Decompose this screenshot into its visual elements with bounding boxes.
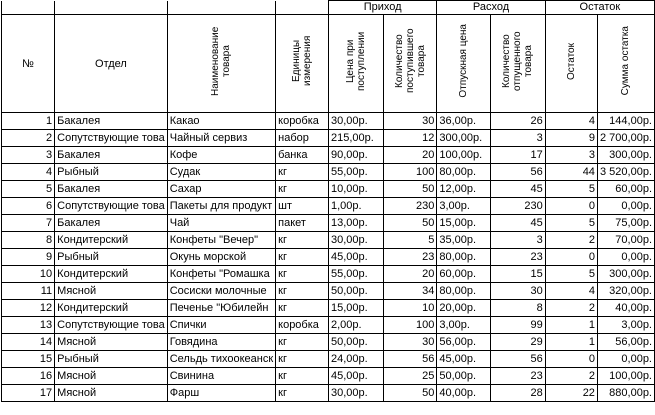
header-unit-text: Единицы измерения — [291, 35, 314, 87]
cell-qty-out[interactable]: 15 — [491, 266, 546, 283]
cell-price-in[interactable]: 24,00р. — [328, 351, 383, 368]
cell-dept[interactable]: Бакалея — [55, 181, 168, 198]
cell-name[interactable]: Конфеты "Ромашка — [167, 266, 275, 283]
cell-price-out[interactable]: 35,00р. — [437, 232, 491, 249]
cell-rest-sum[interactable]: 60,00р. — [597, 181, 654, 198]
cell-unit[interactable]: кг — [276, 368, 329, 385]
cell-unit[interactable]: кг — [276, 334, 329, 351]
cell-price-in[interactable]: 1,00р. — [328, 198, 383, 215]
cell-rest[interactable]: 2 — [545, 232, 597, 249]
cell-qty-out[interactable]: 99 — [491, 317, 546, 334]
cell-qty-out[interactable]: 23 — [491, 368, 546, 385]
header-dept[interactable]: Отдел — [55, 15, 168, 113]
group-expense-header[interactable]: Расход — [437, 1, 545, 15]
cell-price-in[interactable]: 45,00р. — [328, 249, 383, 266]
table-row — [2, 130, 655, 147]
cell-name[interactable]: Кофе — [167, 147, 275, 164]
cell-qty-out[interactable]: 17 — [491, 147, 546, 164]
empty-cell[interactable] — [55, 1, 168, 15]
cell-unit[interactable]: набор — [276, 130, 329, 147]
cell-qty-in[interactable]: 230 — [383, 198, 437, 215]
cell-qty-out[interactable]: 28 — [491, 385, 546, 402]
cell-num[interactable]: 1 — [2, 113, 55, 130]
cell-price-out[interactable]: 3,00р. — [437, 198, 491, 215]
header-qty-out[interactable] — [491, 15, 546, 113]
cell-price-out[interactable]: 36,00р. — [437, 113, 491, 130]
header-price-in-text: Цена при поступлении — [344, 31, 367, 91]
table-row — [2, 283, 655, 300]
cell-dept[interactable]: Рыбный — [55, 249, 168, 266]
cell-dept[interactable]: Сопутствующие това — [55, 317, 168, 334]
cell-unit[interactable]: кг — [276, 181, 329, 198]
cell-rest[interactable]: 5 — [545, 266, 597, 283]
cell-price-out[interactable]: 80,00р. — [437, 249, 491, 266]
cell-price-in[interactable]: 90,00р. — [328, 147, 383, 164]
cell-qty-in[interactable]: 30 — [383, 334, 437, 351]
cell-price-out[interactable]: 56,00р. — [437, 334, 491, 351]
cell-rest[interactable]: 5 — [545, 181, 597, 198]
cell-dept[interactable]: Бакалея — [55, 215, 168, 232]
cell-num[interactable]: 16 — [2, 368, 55, 385]
cell-qty-in[interactable]: 10 — [383, 300, 437, 317]
cell-unit[interactable]: кг — [276, 164, 329, 181]
cell-price-out[interactable]: 3,00р. — [437, 317, 491, 334]
cell-dept[interactable]: Сопутствующие това — [55, 198, 168, 215]
cell-rest-sum[interactable]: 100,00р. — [597, 368, 654, 385]
cell-qty-in[interactable]: 34 — [383, 283, 437, 300]
table-row — [2, 147, 655, 164]
cell-rest[interactable]: 9 — [545, 130, 597, 147]
cell-rest[interactable]: 5 — [545, 215, 597, 232]
cell-unit[interactable]: банка — [276, 147, 329, 164]
table-row — [2, 181, 655, 198]
empty-cell[interactable] — [2, 1, 55, 15]
cell-qty-out[interactable]: 45 — [491, 181, 546, 198]
inventory-table — [1, 0, 655, 402]
cell-rest-sum[interactable]: 880,00р. — [597, 385, 654, 402]
cell-name[interactable]: Окунь морской — [167, 249, 275, 266]
cell-dept[interactable]: Кондитерский — [55, 232, 168, 249]
cell-name[interactable]: Чай — [167, 215, 275, 232]
header-qty-in-text: Количество поступившего товара — [393, 28, 427, 94]
table-row — [2, 164, 655, 181]
cell-price-out[interactable]: 50,00р. — [437, 368, 491, 385]
cell-qty-in[interactable]: 50 — [383, 385, 437, 402]
cell-name[interactable]: Чайный сервиз — [167, 130, 275, 147]
cell-qty-in[interactable]: 25 — [383, 368, 437, 385]
cell-unit[interactable]: кг — [276, 385, 329, 402]
cell-qty-in[interactable]: 50 — [383, 181, 437, 198]
cell-rest-sum[interactable]: 3,00р. — [597, 317, 654, 334]
cell-dept[interactable]: Рыбный — [55, 351, 168, 368]
cell-dept[interactable]: Кондитерский — [55, 300, 168, 317]
cell-qty-out[interactable]: 56 — [491, 351, 546, 368]
cell-rest-sum[interactable]: 40,00р. — [597, 300, 654, 317]
cell-num[interactable]: 15 — [2, 351, 55, 368]
cell-rest[interactable]: 44 — [545, 164, 597, 181]
cell-rest[interactable]: 2 — [545, 368, 597, 385]
cell-dept[interactable]: Мясной — [55, 368, 168, 385]
table-row — [2, 249, 655, 266]
cell-name[interactable]: Пакеты для продукт — [167, 198, 275, 215]
cell-rest[interactable]: 4 — [545, 113, 597, 130]
cell-unit[interactable]: кг — [276, 300, 329, 317]
table-row — [2, 334, 655, 351]
cell-dept[interactable]: Кондитерский — [55, 266, 168, 283]
cell-dept[interactable]: Бакалея — [55, 113, 168, 130]
cell-qty-in[interactable]: 23 — [383, 249, 437, 266]
cell-name[interactable]: Сосиски молочные — [167, 283, 275, 300]
header-rest-sum-text: Сумма остатка — [620, 26, 632, 96]
cell-price-out[interactable]: 80,00р. — [437, 283, 491, 300]
cell-name[interactable]: Судак — [167, 164, 275, 181]
cell-num[interactable]: 11 — [2, 283, 55, 300]
cell-price-out[interactable]: 100,00р. — [437, 147, 491, 164]
column-header-row — [2, 15, 655, 113]
cell-qty-in[interactable]: 20 — [383, 147, 437, 164]
cell-unit[interactable]: кг — [276, 283, 329, 300]
cell-price-in[interactable]: 50,00р. — [328, 334, 383, 351]
header-rest[interactable] — [545, 15, 597, 113]
cell-price-out[interactable]: 80,00р. — [437, 164, 491, 181]
cell-num[interactable]: 12 — [2, 300, 55, 317]
cell-price-in[interactable]: 30,00р. — [328, 385, 383, 402]
cell-num[interactable]: 4 — [2, 164, 55, 181]
cell-num[interactable]: 17 — [2, 385, 55, 402]
cell-qty-in[interactable]: 30 — [383, 113, 437, 130]
header-qty-out-text: Количество отпущенного товара — [501, 31, 535, 91]
cell-qty-out[interactable]: 3 — [491, 232, 546, 249]
cell-num[interactable]: 13 — [2, 317, 55, 334]
cell-rest-sum[interactable]: 144,00р. — [597, 113, 654, 130]
cell-price-in[interactable]: 50,00р. — [328, 283, 383, 300]
cell-name[interactable]: Говядина — [167, 334, 275, 351]
cell-price-in[interactable]: 30,00р. — [328, 113, 383, 130]
cell-rest-sum[interactable]: 2 700,00р. — [597, 130, 654, 147]
cell-num[interactable]: 6 — [2, 198, 55, 215]
cell-name[interactable]: Сельдь тихоокеанск — [167, 351, 275, 368]
table-row — [2, 198, 655, 215]
cell-rest-sum[interactable]: 75,00р. — [597, 215, 654, 232]
cell-price-out[interactable]: 40,00р. — [437, 385, 491, 402]
cell-rest[interactable]: 0 — [545, 249, 597, 266]
cell-name[interactable]: Спички — [167, 317, 275, 334]
cell-num[interactable]: 10 — [2, 266, 55, 283]
cell-price-in[interactable]: 15,00р. — [328, 300, 383, 317]
cell-price-out[interactable]: 15,00р. — [437, 215, 491, 232]
cell-qty-out[interactable]: 56 — [491, 164, 546, 181]
header-rest-sum[interactable] — [597, 15, 654, 113]
cell-qty-out[interactable]: 26 — [491, 113, 546, 130]
cell-unit[interactable]: кг — [276, 249, 329, 266]
cell-num[interactable]: 8 — [2, 232, 55, 249]
cell-num[interactable]: 2 — [2, 130, 55, 147]
cell-price-out[interactable]: 45,00р. — [437, 351, 491, 368]
cell-unit[interactable]: пакет — [276, 215, 329, 232]
table-row — [2, 266, 655, 283]
cell-qty-in[interactable]: 50 — [383, 215, 437, 232]
cell-qty-out[interactable]: 45 — [491, 215, 546, 232]
table-row — [2, 300, 655, 317]
cell-unit[interactable]: шт — [276, 198, 329, 215]
empty-cell[interactable] — [276, 1, 329, 15]
cell-price-out[interactable]: 60,00р. — [437, 266, 491, 283]
cell-qty-in[interactable]: 20 — [383, 266, 437, 283]
cell-qty-in[interactable]: 56 — [383, 351, 437, 368]
cell-rest[interactable]: 2 — [545, 300, 597, 317]
cell-rest[interactable]: 0 — [545, 351, 597, 368]
cell-rest[interactable]: 22 — [545, 385, 597, 402]
cell-price-out[interactable]: 12,00р. — [437, 181, 491, 198]
table-row — [2, 232, 655, 249]
cell-name[interactable]: Какао — [167, 113, 275, 130]
cell-num[interactable]: 5 — [2, 181, 55, 198]
cell-num[interactable]: 14 — [2, 334, 55, 351]
cell-rest[interactable]: 4 — [545, 283, 597, 300]
cell-name[interactable]: Конфеты "Вечер" — [167, 232, 275, 249]
cell-price-in[interactable]: 45,00р. — [328, 368, 383, 385]
table-row — [2, 368, 655, 385]
table-row — [2, 113, 655, 130]
cell-rest-sum[interactable]: 300,00р. — [597, 147, 654, 164]
cell-price-in[interactable]: 10,00р. — [328, 181, 383, 198]
cell-price-in[interactable]: 13,00р. — [328, 215, 383, 232]
cell-qty-in[interactable]: 12 — [383, 130, 437, 147]
cell-price-out[interactable]: 20,00р. — [437, 300, 491, 317]
table-row — [2, 215, 655, 232]
cell-price-out[interactable]: 300,00р. — [437, 130, 491, 147]
cell-dept[interactable]: Мясной — [55, 385, 168, 402]
group-income-header[interactable]: Приход — [328, 1, 436, 15]
cell-price-in[interactable]: 30,00р. — [328, 232, 383, 249]
cell-qty-in[interactable]: 100 — [383, 317, 437, 334]
cell-rest[interactable]: 0 — [545, 198, 597, 215]
group-remainder-header[interactable]: Остаток — [545, 1, 654, 15]
cell-rest-sum[interactable]: 320,00р. — [597, 283, 654, 300]
header-unit[interactable] — [276, 15, 329, 113]
cell-price-in[interactable]: 55,00р. — [328, 266, 383, 283]
cell-unit[interactable]: кг — [276, 232, 329, 249]
cell-name[interactable]: Печенье "Юбилейн — [167, 300, 275, 317]
cell-rest-sum[interactable]: 3 520,00р. — [597, 164, 654, 181]
cell-price-in[interactable]: 2,00р. — [328, 317, 383, 334]
header-price-out[interactable] — [437, 15, 491, 113]
header-rest-text: Остаток — [565, 42, 577, 80]
header-qty-in[interactable] — [383, 15, 437, 113]
cell-rest-sum[interactable]: 300,00р. — [597, 266, 654, 283]
cell-unit[interactable]: коробка — [276, 113, 329, 130]
header-num[interactable]: № — [2, 15, 55, 113]
cell-price-in[interactable]: 215,00р. — [328, 130, 383, 147]
cell-rest[interactable]: 1 — [545, 317, 597, 334]
header-name-text: Наименование товара — [210, 26, 233, 96]
header-name[interactable] — [167, 15, 275, 113]
cell-qty-out[interactable]: 23 — [491, 249, 546, 266]
cell-qty-in[interactable]: 100 — [383, 164, 437, 181]
cell-num[interactable]: 9 — [2, 249, 55, 266]
cell-rest-sum[interactable]: 56,00р. — [597, 334, 654, 351]
cell-unit[interactable]: кг — [276, 351, 329, 368]
cell-num[interactable]: 7 — [2, 215, 55, 232]
cell-qty-out[interactable]: 3 — [491, 130, 546, 147]
cell-unit[interactable]: кг — [276, 266, 329, 283]
cell-rest-sum[interactable]: 0,00р. — [597, 198, 654, 215]
table-row — [2, 385, 655, 402]
group-header-row — [2, 1, 655, 15]
cell-rest[interactable]: 3 — [545, 147, 597, 164]
cell-rest-sum[interactable]: 0,00р. — [597, 351, 654, 368]
cell-num[interactable]: 3 — [2, 147, 55, 164]
cell-name[interactable]: Сахар — [167, 181, 275, 198]
cell-qty-out[interactable]: 230 — [491, 198, 546, 215]
cell-rest[interactable]: 1 — [545, 334, 597, 351]
cell-dept[interactable]: Сопутствующие това — [55, 130, 168, 147]
cell-qty-out[interactable]: 8 — [491, 300, 546, 317]
cell-dept[interactable]: Мясной — [55, 283, 168, 300]
table-row — [2, 351, 655, 368]
empty-cell[interactable] — [167, 1, 275, 15]
cell-unit[interactable]: коробка — [276, 317, 329, 334]
cell-rest-sum[interactable]: 70,00р. — [597, 232, 654, 249]
cell-dept[interactable]: Рыбный — [55, 164, 168, 181]
cell-qty-out[interactable]: 30 — [491, 283, 546, 300]
cell-dept[interactable]: Мясной — [55, 334, 168, 351]
cell-price-in[interactable]: 55,00р. — [328, 164, 383, 181]
header-price-in[interactable] — [328, 15, 383, 113]
cell-dept[interactable]: Бакалея — [55, 147, 168, 164]
cell-qty-in[interactable]: 5 — [383, 232, 437, 249]
cell-qty-out[interactable]: 29 — [491, 334, 546, 351]
cell-name[interactable]: Фарш — [167, 385, 275, 402]
cell-name[interactable]: Свинина — [167, 368, 275, 385]
table-row — [2, 317, 655, 334]
cell-rest-sum[interactable]: 0,00р. — [597, 249, 654, 266]
header-price-out-text: Отпускная цена — [458, 24, 470, 98]
